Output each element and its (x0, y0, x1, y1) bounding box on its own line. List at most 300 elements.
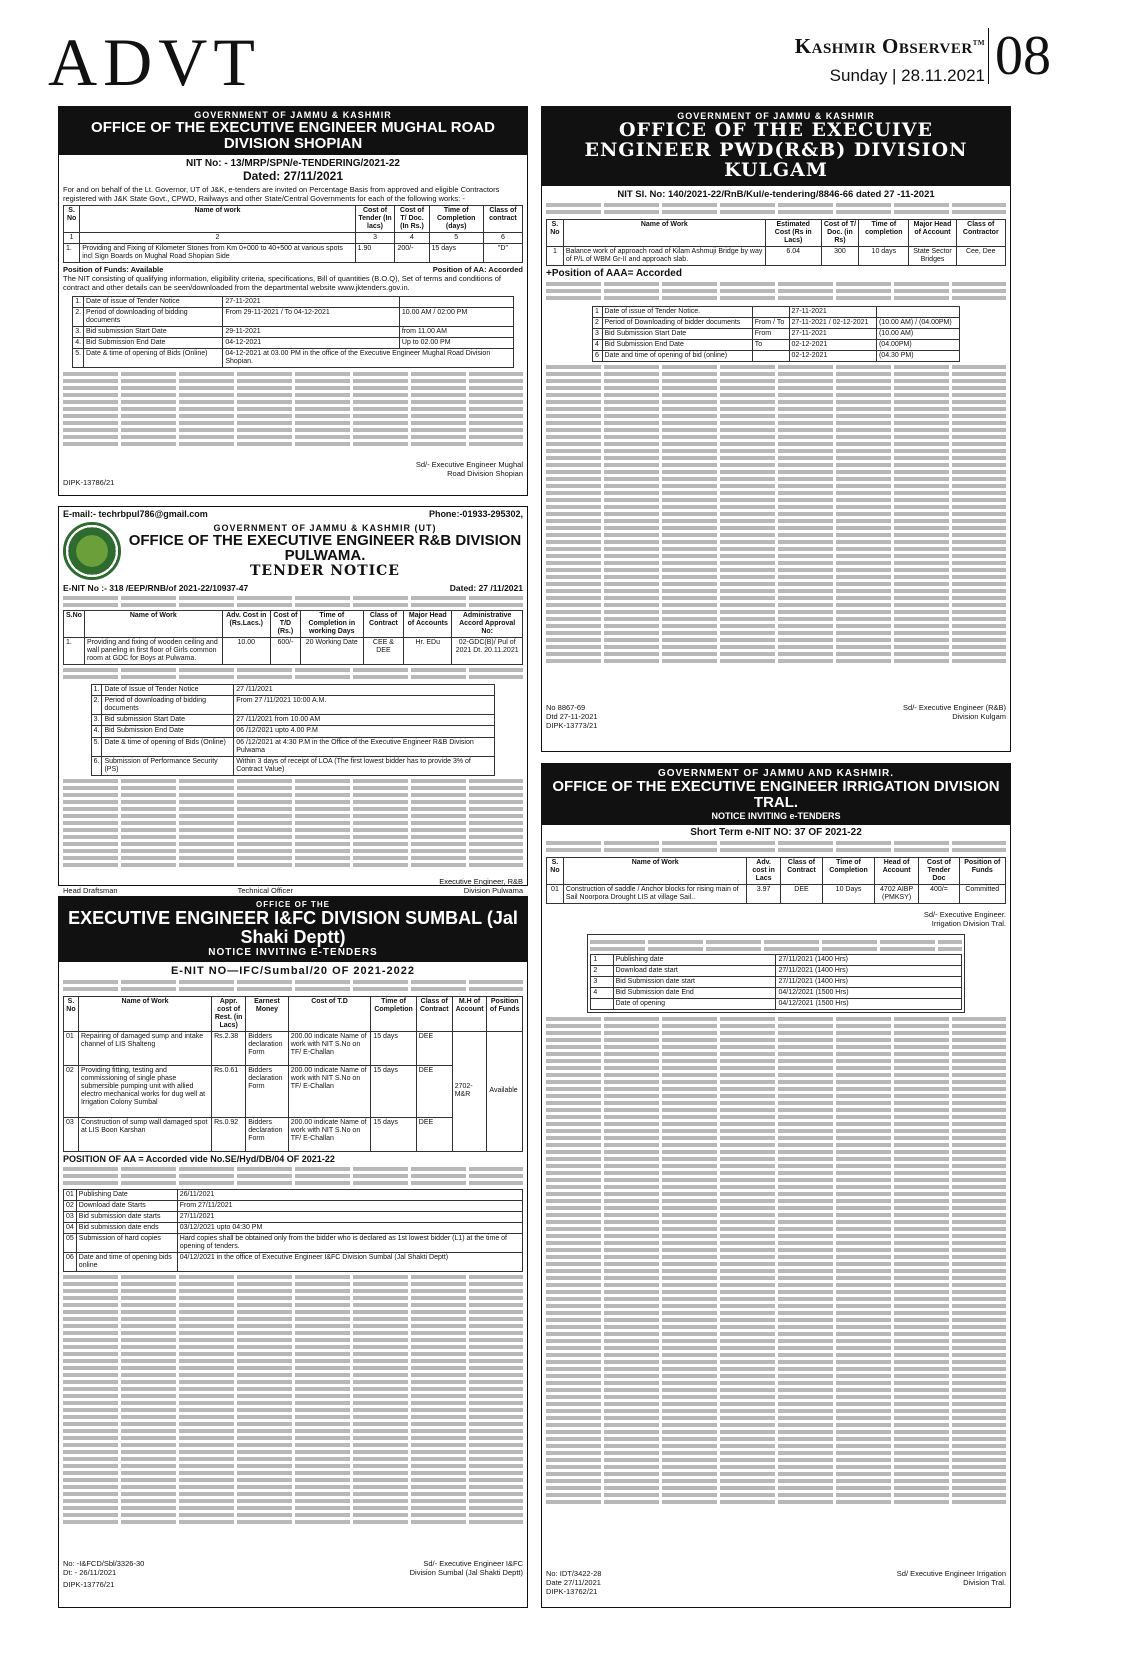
table-cell: CEE & DEE (363, 638, 404, 665)
table-cell: Committed (959, 884, 1005, 903)
table-cell: Bid submission date starts (76, 1212, 177, 1223)
order-block (546, 703, 598, 730)
table-cell: Period of downloading of bidding documents (84, 307, 223, 326)
table-cell: Date of Issue of Tender Notice (102, 685, 234, 696)
col-header: Major Head of Accounts (404, 610, 452, 637)
table-cell: Providing fitting, testing and commissioning of single phase submersible pumping unit with allied electro mechanical works for dug well at Irrigation Colony Sumbal (78, 1065, 211, 1117)
table-row (91, 715, 495, 726)
table-cell: 2702- M&R (452, 1031, 487, 1151)
table-cell: Date and time of opening of bid (online) (602, 351, 752, 362)
table-row (91, 756, 495, 775)
table-cell: 27 /11/2021 from 10.00 AM (234, 715, 495, 726)
dipk-reference: DIPK-13762/21 (546, 1586, 598, 1596)
col-header: Name of work (80, 205, 355, 232)
table-row (591, 954, 961, 965)
table-cell: 05 (64, 1234, 77, 1253)
position-of-funds: Position of Funds: Available (63, 264, 164, 274)
table-cell: 27/11/2021 (177, 1212, 522, 1223)
col-number: 4 (395, 232, 429, 243)
phone-number: Phone:-01933-295302, (428, 509, 523, 519)
works-table (546, 219, 1006, 266)
col-header: Administrative Accord Approval No: (452, 610, 523, 637)
nit-number: Short Term e-NIT NO: 37 OF 2021-22 (690, 826, 862, 838)
table-cell: Rs.2.38 (212, 1031, 246, 1065)
col-header: Position of Funds (959, 857, 1005, 884)
table-row (91, 726, 495, 737)
table-row (64, 1253, 523, 1272)
table-cell: Hard copies shall be obtained only from the bidder who is declared as 1st lowest bidder (L1) at the time of opening of tenders. (177, 1234, 522, 1253)
col-header: Cost of T/D (Rs.) (270, 610, 300, 637)
nit-note (63, 1167, 523, 1189)
table-row (91, 696, 495, 715)
table-cell: 1. (73, 296, 84, 307)
col-header: Name of Work (78, 996, 211, 1031)
schedule-table (63, 1189, 523, 1272)
ad-rb-pulwama (58, 506, 528, 895)
table-cell: Publishing Date (76, 1189, 177, 1200)
col-header: S. No (547, 857, 564, 884)
table-cell: 3 (593, 329, 603, 340)
table-cell: 06 /12/2021 upto 4.00 P.M (234, 726, 495, 737)
table-cell: Bid submission date ends (76, 1223, 177, 1234)
table-cell: Repairing of damaged sump and intake channel of LIS Shalteng (78, 1031, 211, 1065)
table-cell: 03 (64, 1117, 79, 1151)
intro-text (63, 980, 523, 996)
table-cell: 200.00 indicate Name of work with NIT S.No on TF/ E-Challan (288, 1065, 371, 1117)
table-cell: 4. (73, 337, 84, 348)
table-cell: Bidders declaration Form (246, 1117, 288, 1151)
col-header: Name of Work (84, 610, 222, 637)
issue-date: Sunday | 28.11.2021 (829, 66, 985, 85)
table-cell: 15 days (429, 243, 483, 262)
email-address: E-mail:- techrbpul786@gmail.com (63, 509, 208, 519)
col-number: 2 (80, 232, 355, 243)
table-cell: Submission of hard copies (76, 1234, 177, 1253)
technical-officer: Technical Officer (237, 885, 293, 895)
dipk-reference: DIPK-13773/21 (546, 721, 598, 731)
table-row (547, 246, 1006, 265)
nit-note (63, 668, 523, 682)
table-cell: 02-12-2021 (789, 351, 876, 362)
table-cell (752, 351, 789, 362)
col-header: Class of Contractor (956, 219, 1005, 246)
table-cell (399, 296, 513, 307)
table-cell: 01 (547, 884, 564, 903)
col-header: Cost of T/ Doc. (In Rs.) (395, 205, 429, 232)
table-cell: 29-11-2021 (223, 326, 400, 337)
signature-block: Sd/ Executive Engineer Irrigation Division Tral. (896, 1568, 1006, 1587)
col-header: Head of Account (874, 857, 919, 884)
table-cell (591, 998, 613, 1009)
terms-text (63, 372, 523, 460)
col-header: Position of Funds (487, 996, 523, 1031)
table-cell: 3 (591, 976, 613, 987)
table-cell: Bid Submission End Date (602, 340, 752, 351)
signature-block: Sd/- Executive Engineer (R&B) Division Kulgam (903, 703, 1006, 722)
table-row (591, 987, 961, 998)
nit-number: NIT Sl. No: 140/2021-22/RnB/Kul/e-tendering/8846-66 dated 27 -11-2021 (617, 188, 935, 200)
government-label: GOVERNMENT OF JAMMU & KASHMIR (UT) (213, 522, 437, 533)
head-draftsman: Head Draftsman (63, 885, 118, 895)
table-cell: Bidders declaration Form (246, 1031, 288, 1065)
intro-text (546, 841, 1006, 857)
table-cell: 5. (73, 349, 84, 368)
table-cell: 2 (591, 965, 613, 976)
nit-line (63, 583, 523, 593)
table-row (64, 1031, 523, 1065)
table-row (64, 243, 523, 262)
signature-block: Executive Engineer, R&B Division Pulwama (439, 876, 523, 895)
table-cell: 4. (91, 726, 102, 737)
office-title: OFFICE OF THE EXECUIVE ENGINEER PWD(R&B) DIVISION KULGAM (584, 119, 968, 181)
table-cell: Cee, Dee (956, 246, 1005, 265)
table-row (547, 884, 1006, 903)
schedule-table (590, 954, 961, 1010)
table-cell: Bid submission Start Date (102, 715, 234, 726)
government-label: GOVERNMENT OF JAMMU AND KASHMIR. (657, 768, 895, 779)
masthead (0, 0, 1140, 100)
table-cell: 1. (64, 243, 80, 262)
table-cell: 15 days (371, 1117, 416, 1151)
col-header: Time of Completion (823, 857, 875, 884)
terms-text (546, 365, 1006, 703)
table-cell: 2. (91, 696, 102, 715)
col-header: Cost of T/ Doc. (in Rs) (821, 219, 859, 246)
office-title: OFFICE OF THE EXECUTIVE ENGINEER IRRIGATION DIVISION TRAL. (552, 778, 1000, 811)
table-cell: 06 (64, 1253, 77, 1272)
table-cell: (04.30 PM) (876, 351, 959, 362)
table-cell: Period of downloading of bidding documents (102, 696, 234, 715)
table-row (593, 329, 960, 340)
table-cell: 06 /12/2021 at 4:30 P.M in the Office of the Executive Engineer R&B Division Pulwama (234, 737, 495, 756)
table-cell: Date and time of opening bids online (76, 1253, 177, 1272)
table-cell: 6.04 (765, 246, 821, 265)
col-header: Adv. cost in Lacs (747, 857, 780, 884)
table-cell: From (752, 329, 789, 340)
table-cell: 15 days (371, 1065, 416, 1117)
table-cell: 200.00 indicate Name of work with NIT S.No on TF/ E-Challan (288, 1031, 371, 1065)
table-row (64, 1234, 523, 1253)
col-header: M.H of Account (452, 996, 487, 1031)
col-header: Earnest Money (246, 996, 288, 1031)
col-header: Class of contract (483, 205, 522, 232)
table-cell: Submission of Performance Security (PS) (102, 756, 234, 775)
table-cell: From 27 /11/2021 10:00 A.M. (234, 696, 495, 715)
table-cell: Within 3 days of receipt of LOA (The first lowest bidder has to provide 3% of Contract Value) (234, 756, 495, 775)
table-cell: Available (487, 1031, 523, 1151)
table-cell: 04-12-2021 at 03.00 PM in the office of the Executive Engineer Mughal Road Division Shopian. (223, 349, 513, 368)
nit-date: Dated: 27/11/2021 (242, 168, 344, 183)
col-header: Time of completion (859, 219, 909, 246)
contact-line (63, 509, 523, 520)
ad-header (59, 107, 527, 155)
office-title: OFFICE OF THE EXECUTIVE ENGINEER MUGHAL ROAD DIVISION SHOPIAN (91, 119, 495, 152)
table-cell: 600/- (270, 638, 300, 665)
col-number: 1 (64, 232, 80, 243)
table-cell: To (752, 340, 789, 351)
ad-mughal-road (58, 106, 528, 496)
table-cell: 3.97 (747, 884, 780, 903)
table-cell: Bid Submission date End (613, 987, 776, 998)
table-row (73, 307, 514, 326)
table-row (73, 349, 514, 368)
table-cell: 03/12/2021 upto 04:30 PM (177, 1223, 522, 1234)
table-cell: Bid Submission End Date (102, 726, 234, 737)
col-header: S. No (64, 205, 80, 232)
signature-block: Sd/- Executive Engineer Mughal Road Division Shopian (415, 460, 523, 479)
position-of-aa: POSITION OF AA = Accorded vide No.SE/Hyd/DB/04 OF 2021-22 (63, 1153, 335, 1164)
table-cell: 04 (64, 1223, 77, 1234)
table-cell: Period of Downloading of bidder documents (602, 318, 752, 329)
table-cell: 1 (593, 307, 603, 318)
table-cell (876, 307, 959, 318)
table-cell: (04.00PM) (876, 340, 959, 351)
table-cell: (10.00 AM) / (04.00PM) (876, 318, 959, 329)
table-cell: Date of issue of Tender Notice (84, 296, 223, 307)
order-date: Date 27/11/2021 (546, 1577, 601, 1587)
order-number: No: -I&FCD/Sbl/3326-30 (63, 1559, 145, 1569)
table-cell: Bid Submission date start (613, 976, 776, 987)
table-cell: From 29-11-2021 / To 04-12-2021 (223, 307, 400, 326)
department-logo-icon (63, 522, 121, 580)
table-cell: Date & time of opening of Bids (Online) (84, 349, 223, 368)
intro-text (63, 596, 523, 610)
ad-header (63, 522, 523, 580)
schedule-table (72, 296, 514, 368)
col-header: Cost of Tender (In lacs) (355, 205, 395, 232)
intro-text (546, 203, 1006, 219)
table-row (64, 638, 523, 665)
table-cell: From 27/11/2021 (177, 1201, 522, 1212)
table-cell: Date of opening (613, 998, 776, 1009)
col-header: Adv. Cost in (Rs.Lacs.) (222, 610, 270, 637)
works-table (546, 857, 1006, 904)
table-cell: 27/11/2021 (1400 Hrs) (776, 954, 961, 965)
ad-pwd-kulgam (541, 106, 1011, 752)
funds-line (63, 265, 523, 274)
table-cell: 02 (64, 1201, 77, 1212)
table-cell: 10 Days (823, 884, 875, 903)
table-cell: From / To (752, 318, 789, 329)
table-cell: DEE (416, 1031, 452, 1065)
table-cell: Providing and fixing of wooden ceiling and wall paneling in first floor of Girls common room at GDC for Boys at Pulwama. (84, 638, 222, 665)
signature-block-top: Sd/- Executive Engineer. Irrigation Division Tral. (923, 909, 1006, 928)
table-cell: 15 days (371, 1031, 416, 1065)
col-header: Estimated Cost (Rs in Lacs) (765, 219, 821, 246)
notice-type: NOTICE INVITING e-TENDERS (711, 810, 841, 821)
table-cell: 02-12-2021 (789, 340, 876, 351)
order-number: No 8867-69 (546, 703, 586, 713)
table-cell: Rs.0.61 (212, 1065, 246, 1117)
col-header: Class of Contract (416, 996, 452, 1031)
table-cell: 6. (91, 756, 102, 775)
schedule-box (587, 934, 964, 1013)
schedule-table (91, 684, 496, 775)
col-header: Class of Contract (363, 610, 404, 637)
table-cell: Download date Starts (76, 1201, 177, 1212)
terms-text (63, 779, 523, 877)
table-cell: 04/12/2021 (1500 Hrs) (776, 987, 961, 998)
office-of-label: OFFICE OF THE (256, 900, 330, 909)
table-cell: 6 (593, 351, 603, 362)
table-cell: 02 (64, 1065, 79, 1117)
schedule-table (592, 306, 960, 362)
col-header: Name of Work (563, 857, 747, 884)
nit-note (546, 282, 1006, 304)
table-cell: 1. (91, 685, 102, 696)
trademark: TM (972, 39, 985, 47)
intro-text: For and on behalf of the Lt. Governor, UT of J&K, e-tenders are invited on Percentage Basis from approved and eligible Contractors registered with J&K State Govt., CPWD, Railways and other State/Central Governments for each of the following works: - (63, 184, 500, 203)
table-cell: 26/11/2021 (177, 1189, 522, 1200)
table-cell: DEE (416, 1065, 452, 1117)
table-cell: 3. (73, 326, 84, 337)
nit-number: NIT No: - 13/MRP/SPN/e-TENDERING/2021-22 (186, 157, 400, 169)
nit-date: Dated: 27 /11/2021 (449, 582, 523, 593)
section-title: ADVT (48, 24, 261, 100)
table-cell: 400/= (919, 884, 959, 903)
col-number: 3 (355, 232, 395, 243)
nit-number: E-NIT NO—IFC/Sumbal/20 OF 2021-2022 (170, 964, 416, 977)
table-cell: 27 /11/2021 (234, 685, 495, 696)
newspaper-name (795, 34, 985, 59)
table-row (73, 296, 514, 307)
table-cell: Bid Submission Start Date (602, 329, 752, 340)
table-cell: 200.00 indicate Name of work with NIT S.No on TF/ E-Challan (288, 1117, 371, 1151)
dipk-reference: DIPK-13786/21 (63, 478, 115, 488)
col-header: Cost of Tender Doc (919, 857, 959, 884)
table-row (64, 1223, 523, 1234)
ad-header (542, 107, 1010, 186)
order-date: Dtd 27-11-2021 (546, 712, 598, 722)
col-number: 5 (429, 232, 483, 243)
table-cell: 04/12/2021 in the office of Executive Engineer I&FC Division Sumbal (Jal Shakti Deptt) (177, 1253, 522, 1272)
table-row (73, 326, 514, 337)
order-number: No: IDT/3422-28 (546, 1568, 602, 1578)
table-cell: 4702 AIBP (PMKSY) (874, 884, 919, 903)
table-row (591, 965, 961, 976)
table-cell: 27-11-2021 (789, 307, 876, 318)
table-cell: from 11.00 AM (399, 326, 513, 337)
ad-irrigation-tral (541, 763, 1011, 1608)
order-block (63, 1559, 144, 1577)
table-row (64, 1212, 523, 1223)
dipk-reference: DIPK-13776/21 (63, 1580, 115, 1590)
office-title: OFFICE OF THE EXECUTIVE ENGINEER R&B DIVISION PULWAMA. (128, 531, 522, 565)
page-number: 08 (988, 28, 1040, 84)
terms-text (546, 1017, 1006, 1569)
table-cell: Up to 02.00 PM (399, 337, 513, 348)
ad-header (59, 897, 527, 962)
table-cell: 27-11-2021 (223, 296, 400, 307)
ad-ifc-sumbal (58, 896, 528, 1608)
works-table (63, 996, 523, 1152)
table-row (91, 737, 495, 756)
terms-text (63, 1275, 523, 1559)
newspaper-name-text: Kashmir Observer (794, 34, 973, 58)
table-cell: 01 (64, 1189, 77, 1200)
position-of-aa: +Position of AAA= Accorded (546, 268, 682, 280)
order-block (546, 1569, 601, 1596)
government-label: GOVERNMENT OF JAMMU & KASHMIR (677, 111, 875, 121)
table-cell: 10 days (859, 246, 909, 265)
table-cell: Providing and Fixing of Kilometer Stones from Km 0+000 to 40+500 at various spots incl Sign Boards on Mughal Road Shopian Side (80, 243, 355, 262)
table-cell: "D" (483, 243, 522, 262)
order-date: Dt: - 26/11/2021 (63, 1568, 117, 1578)
table-cell: 5. (91, 737, 102, 756)
col-header: Appr. cost of Rest. (in Lacs) (212, 996, 246, 1031)
col-header: S.No (64, 610, 85, 637)
table-cell: Date & time of opening of Bids (Online) (102, 737, 234, 756)
table-cell: DEE (780, 884, 823, 903)
table-cell: Hr. EDu (404, 638, 452, 665)
office-title: EXECUTIVE ENGINEER I&FC DIVISION SUMBAL (Jal Shaki Deptt) (68, 908, 518, 947)
col-header: Major Head of Account (909, 219, 956, 246)
table-cell: 1 (547, 246, 564, 265)
nit-number: E-NIT No :- 318 /EEP/RNB/of 2021-22/10937-47 (63, 582, 249, 593)
col-header: Time of Completion (days) (429, 205, 483, 232)
col-header: Class of Contract (780, 857, 823, 884)
table-cell: Construction of sump wall damaged spot at LIS Boon Karshan (78, 1117, 211, 1151)
col-header: Name of Work (563, 219, 765, 246)
table-row (593, 318, 960, 329)
col-header: Time of Completion in working Days (300, 610, 363, 637)
table-cell: 4 (593, 340, 603, 351)
works-table (63, 610, 523, 665)
table-cell: 10.00 (222, 638, 270, 665)
col-number: 6 (483, 232, 522, 243)
table-cell: Publishing date (613, 954, 776, 965)
table-cell: (10.00 AM) (876, 329, 959, 340)
table-cell: 01 (64, 1031, 79, 1065)
notice-type: NOTICE INVITING E-TENDERS (208, 946, 378, 958)
table-cell: 1. (64, 638, 85, 665)
table-row (64, 1189, 523, 1200)
table-row (73, 337, 514, 348)
table-cell: 27-11-2021 / 02-12-2021 (789, 318, 876, 329)
table-cell: 1.90 (355, 243, 395, 262)
table-row (593, 351, 960, 362)
col-header: S. No (64, 996, 79, 1031)
table-cell: Bid Submission End Date (84, 337, 223, 348)
table-cell: 200/- (395, 243, 429, 262)
table-row (91, 685, 495, 696)
table-cell: 1 (591, 954, 613, 965)
table-cell: 04-12-2021 (223, 337, 400, 348)
footer-row (546, 703, 1006, 730)
col-header: Cost of T.D (288, 996, 371, 1031)
table-cell: DEE (416, 1117, 452, 1151)
signature-block: Sd/- Executive Engineer I&FC Division Sumbal (Jal Shakti Deptt) (409, 1559, 523, 1578)
table-cell: Bid submission Start Date (84, 326, 223, 337)
table-cell: 27/11/2021 (1400 Hrs) (776, 976, 961, 987)
table-cell: 04/12/2021 (1500 Hrs) (776, 998, 961, 1009)
table-cell: Balance work of approach road of Kilam Ashmuji Bridge by way of P/L of WBM Gr-II and approach slab. (563, 246, 765, 265)
table-cell: 03 (64, 1212, 77, 1223)
table-cell: 20 Working Date (300, 638, 363, 665)
table-row (593, 340, 960, 351)
footer-row (546, 1569, 1006, 1596)
nit-note (590, 940, 961, 954)
col-header: S. No (547, 219, 564, 246)
table-cell: 02-GDC(B)/ Pul of 2021 Dt. 20.11.2021 (452, 638, 523, 665)
works-table (63, 205, 523, 263)
table-cell: 27/11/2021 (1400 Hrs) (776, 965, 961, 976)
table-row (591, 998, 961, 1009)
nit-note: The NIT consisting of qualifying information, eligibility criteria, specifications, Bill of quantities (B.O.Q), Set of terms and conditions of contract and other details can be seen/downloaded from the departmental website www.jktenders.gov.in. (63, 273, 501, 292)
table-cell: Construction of saddle / Anchor blocks for rising main of Sail Noorpora Drought LIS at village Sail.. (563, 884, 747, 903)
table-row (593, 307, 960, 318)
table-cell: Rs.0.92 (212, 1117, 246, 1151)
